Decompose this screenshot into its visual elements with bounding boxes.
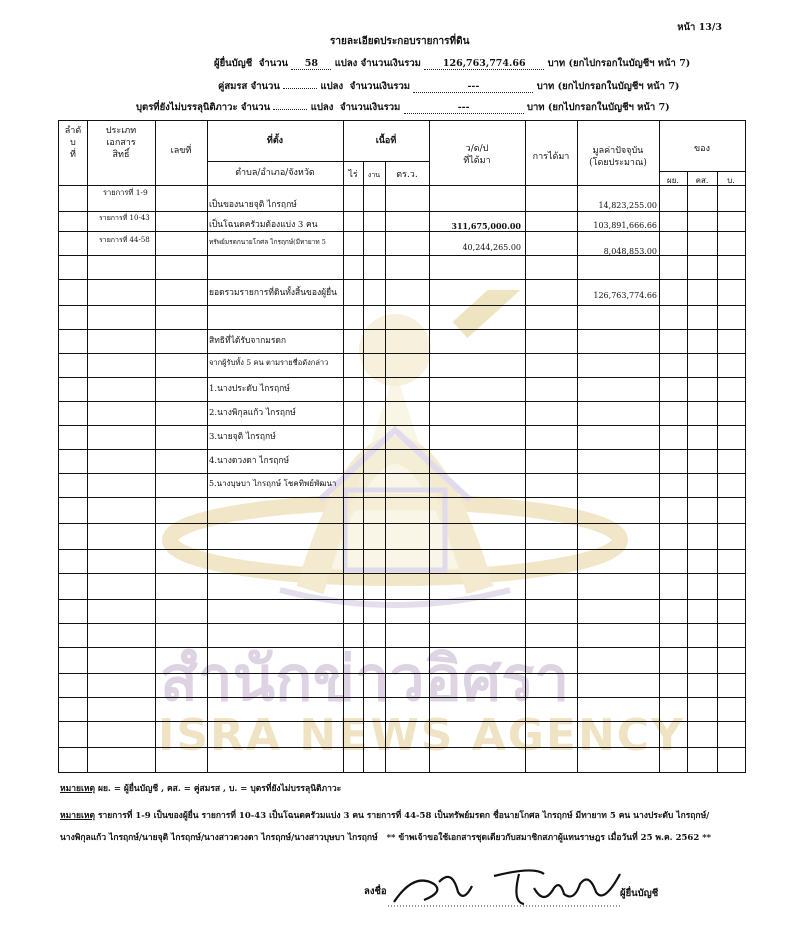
heir-4: 4.นางดวงดา ไกรฤกษ์ — [209, 456, 290, 466]
header-owner: ของ — [694, 144, 710, 154]
header-location: ที่ตั้ง — [266, 136, 284, 146]
header-location-sub: ตำบล/อำเภอ/จังหวัด — [235, 168, 315, 178]
row-3-item: รายการที่ 44-58 — [99, 236, 150, 244]
inheritance-subtitle: จากผู้รับทั้ง 5 คน ตามรายชื่อดังกล่าว — [209, 358, 329, 367]
inheritance-title: สิทธิที่ได้รับจากมรดก — [209, 336, 287, 346]
page-number: หน้า 13/3 — [677, 22, 722, 33]
legend-note: หมายเหตุ ผย. = ผู้ยื่นบัญชี , คส. = คู่สมรส , บ. = บุตรที่ยังไม่บรรลุนิติภาวะ — [60, 784, 342, 794]
header-owner-minor: บ. — [727, 176, 735, 185]
handwritten-signature — [384, 862, 624, 912]
row-3-location: ทรัพย์มรดกนายโกศล ไกรฤกษ์(มีทายาท 5 — [209, 238, 326, 246]
header-ngan: งาน — [367, 171, 381, 179]
header-owner-spouse: คส. — [695, 176, 709, 185]
header-rai: ไร่ — [348, 170, 358, 180]
row-1-value: 14,823,255.00 — [598, 201, 657, 210]
watermark-thai: สำนักข่าวอิศรา — [160, 642, 570, 715]
total-label: ยอดรวมรายการที่ดินทั้งสิ้นของผู้ยื่น — [209, 288, 337, 298]
row-3-price: 40,244,265.00 — [462, 243, 521, 252]
certify-note: ** ข้าพเจ้าขอใช้เอกสารชุดเดียวกับสมาชิกสภาผู้แทนราษฎร เมื่อวันที่ 25 พ.ค. 2562 ** — [386, 833, 712, 843]
header-number: เลขที่ — [170, 146, 192, 156]
row-2-item: รายการที่ 10-43 — [99, 214, 150, 222]
summary-minor: บุตรที่ยังไม่บรรลุนิติภาวะ จำนวน แปลง จำนวนเงินรวม --- บาท (ยกไปกรอกในบัญชีฯ หน้า 7) — [136, 102, 670, 113]
header-acquired-date: ว/ด/ป ที่ได้มา — [463, 144, 491, 166]
header-value: มูลค่าปัจจุบัน (โดยประมาณ) — [589, 146, 647, 168]
watermark-english: ISRA NEWS AGENCY — [158, 710, 685, 761]
header-sqwa: ตร.ว. — [396, 170, 418, 180]
page-title: รายละเอียดประกอบรายการที่ดิน — [330, 36, 470, 47]
land-table — [58, 120, 746, 773]
row-2-value: 103,891,666.66 — [593, 221, 657, 230]
summary-spouse: คู่สมรส จำนวน แปลง จำนวนเงินรวม --- บาท (ยกไปกรอกในบัญชีฯ หน้า 7) — [218, 81, 680, 92]
heir-1: 1.นางประดับ ไกรฤกษ์ — [209, 384, 290, 394]
header-acquisition: การได้มา — [532, 152, 570, 162]
heir-5: 5.นางบุษบา ไกรฤกษ์ โชคทิพย์พัฒนา — [209, 479, 337, 488]
row-3-value: 8,048,853.00 — [603, 247, 657, 256]
header-owner-declarant: ผย. — [667, 176, 679, 185]
heir-2: 2.นางพิกุลแก้ว ไกรฤกษ์ — [209, 408, 296, 418]
total-value: 126,763,774.66 — [593, 291, 657, 300]
signature-label: ลงชื่อ — [364, 886, 387, 897]
row-2-location: เป็นโฉนดครัวมต้องแบ่ง 3 คน — [209, 220, 318, 230]
remark-line-1: หมายเหตุ รายการที่ 1-9 เป็นของผู้ยื่น รายการที่ 10-43 เป็นโฉนดครัวมแบ่ง 3 คน รายการที่ 44-58 เป็นทรัพย์มรดก ชื่อนายโกศล ไกรฤกษ์ มีทายาท 5 คน นางประดับ ไกรฤกษ์/ — [60, 811, 710, 821]
header-area: เนื้อที่ — [375, 136, 397, 146]
row-1-item: รายการที่ 1-9 — [103, 188, 148, 197]
heir-3: 3.นายจุติ ไกรฤกษ์ — [209, 432, 276, 442]
row-2-price: 311,675,000.00 — [451, 221, 521, 231]
row-1-location: เป็นของนายจุติ ไกรฤกษ์ — [209, 200, 297, 210]
header-seq: ลำดั บ ที่ — [64, 126, 82, 160]
summary-declarant: ผู้ยื่นบัญชี จำนวน 58 แปลง จำนวนเงินรวม 126,763,774.66 บาท (ยกไปกรอกในบัญชีฯ หน้า 7) — [214, 58, 691, 69]
remark-line-2: นางพิกุลแก้ว ไกรฤกษ์/นายจุติ ไกรฤกษ์/นางสาวดวงดา ไกรฤกษ์/นางสาวบุษบา ไกรฤกษ์ ** ข้าพเจ้าขอใช้เอกสารชุดเดียวกับสมาชิกสภาผู้แทนราษฎร เมื่อวันที่ 25 พ.ค. 2562 ** — [60, 833, 712, 843]
signature-role: ผู้ยื่นบัญชี — [620, 888, 659, 899]
header-doc-type: ประเภท เอกสาร สิทธิ์ — [105, 126, 137, 160]
